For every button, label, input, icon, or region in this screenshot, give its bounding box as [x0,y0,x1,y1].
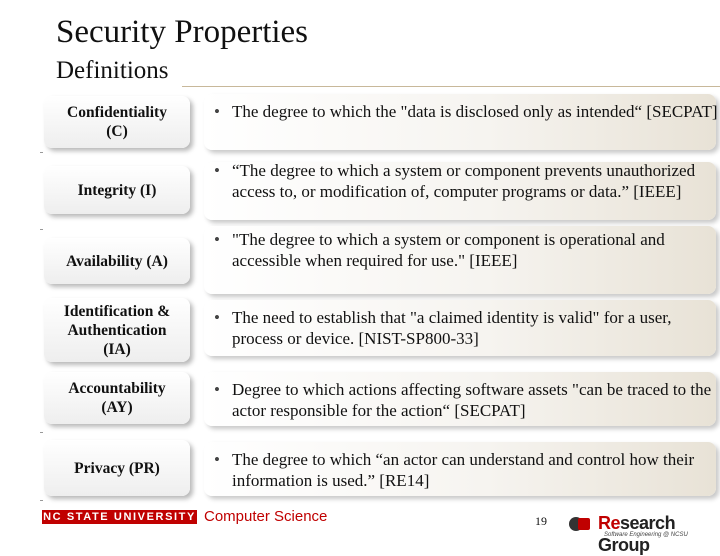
slide-subtitle: Definitions [56,57,169,84]
term-line: (C) [106,123,128,140]
term-line: Integrity (I) [77,181,157,199]
definition-text: "The degree to which a system or component is operational and accessible when required for use." [IEEE] [232,230,665,270]
divider-tick [40,500,43,501]
definition-integrity [214,160,720,202]
bullet-icon: • [214,230,220,249]
term-availability [44,238,190,284]
term-identification-authentication [44,298,190,362]
bullet-icon: • [214,308,220,327]
term-accountability [44,372,190,424]
term-line: Confidentiality [67,104,167,121]
bullet-icon: • [214,161,220,180]
term-confidentiality [44,96,190,148]
definition-text: “The degree to which a system or component prevents unauthorized access to, or modification of, computer programs or data.” [IEEE] [232,161,696,201]
term-line: Accountability [68,380,166,397]
ncsu-logo: NC STATE UNIVERSITY [43,511,196,523]
definition-text: The degree to which the "data is disclosed only as intended“ [SECPAT] [232,102,718,121]
definition-identification-authentication [214,307,720,349]
definition-accountability [214,379,720,421]
term-line: Identification & [63,302,171,320]
divider-tick [40,152,43,153]
bullet-icon: • [214,380,220,399]
definition-text: The degree to which “an actor can understand and control how their information is used.” [RE14] [232,450,695,490]
definition-confidentiality [214,101,720,122]
definition-availability [214,229,720,271]
research-group-tagline: Software Engineering @ NCSU [604,532,688,538]
title-rule [182,86,720,87]
definition-text: Degree to which actions affecting software assets "can be traced to the actor responsible for the action“ [SECPAT] [232,380,712,420]
term-line: Authentication [67,321,167,339]
slide-title: Security Properties [56,14,309,50]
page-number: 19 [535,514,547,528]
research-group-prefix: Re [598,513,621,533]
department-label: Computer Science [204,508,328,525]
term-line: (IA) [103,340,131,358]
term-line: Availability (A) [66,252,168,270]
term-line: Privacy (PR) [74,459,160,477]
term-line: (AY) [101,399,133,416]
term-privacy [44,440,190,496]
definition-text: The need to establish that "a claimed identity is valid" for a user, process or device. [NIST-SP800-33] [232,308,672,348]
divider-tick [40,229,43,230]
term-integrity [44,166,190,214]
bullet-icon: • [214,102,220,121]
divider-tick [40,432,43,433]
definition-privacy [214,449,720,491]
bullet-icon: • [214,450,220,469]
research-group-name: search Group [598,513,676,555]
research-group-icon [568,514,592,534]
